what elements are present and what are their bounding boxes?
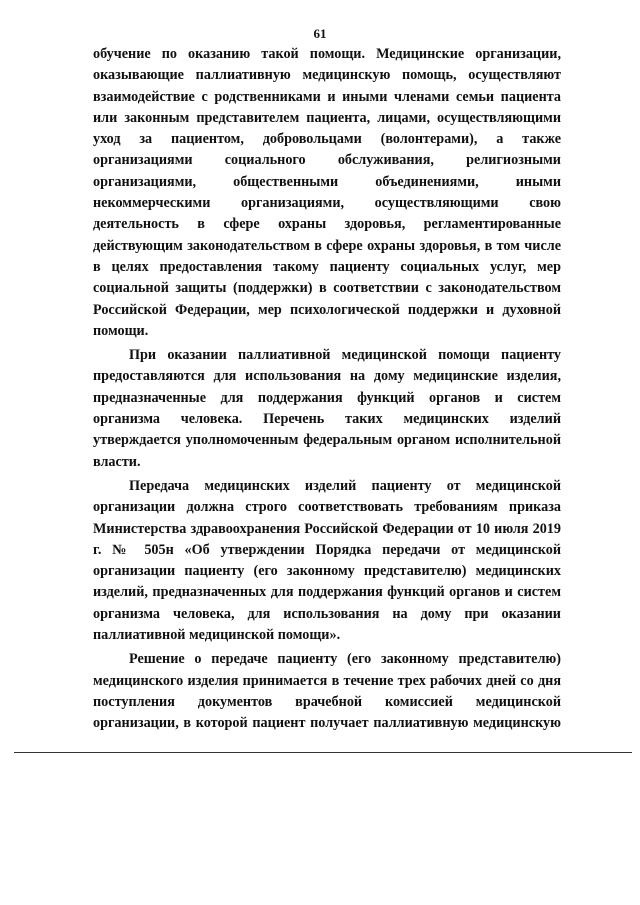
page-number: 61 [313, 26, 327, 41]
paragraph-2: При оказании паллиативной медицинской помощи пациенту предоставляются для использования на дому медицинские изделия, предназначенные для поддержания функций органов и систем организма человека. Перечень таких медицинских изделий утверждается уполномоченным федеральным органом исполнительной власти. [93, 347, 561, 470]
body-text [93, 44, 561, 735]
paragraph-3: Передача медицинских изделий пациенту от медицинской организации должна строго соответствовать требованиям приказа Министерства здравоохранения Российской Федерации от 10 июля 2019 г. № 505н «Об утверждении Порядка передачи от медицинской организации пациенту (его законному представителю) медицинских изделий, предназначенных для поддержания функций органов и систем организма человека, для использования на дому при оказании паллиативной медицинской помощи». [93, 477, 561, 644]
paragraph-1: обучение по оказанию такой помощи. Медицинские организации, оказывающие паллиативную медицинскую помощь, осуществляют взаимодействие с родственниками и иными членами семьи пациента или законным представителем пациента, лицами, осуществляющими уход за пациентом, добровольцами (волонтерами), а также организациями социального обслуживания, религиозными организациями, общественными объединениями, иными некоммерческими организациями, осуществляющими свою деятельность в сфере охраны здоровья, регламентированные действующим законодательством в сфере охраны здоровья, в том числе в целях предоставления такому пациенту социальных услуг, мер социальной защиты (поддержки) в соответствии с законодательством Российской Федерации, мер психологической поддержки и духовной помощи. [93, 46, 561, 339]
paragraph-4: Решение о передаче пациенту (его законному представителю) медицинского изделия принимается в течение трех рабочих дней со дня поступления документов врачебной комиссией медицинской организации, в которой пациент получает паллиативную медицинскую [93, 651, 561, 732]
page-divider-line [14, 752, 632, 753]
